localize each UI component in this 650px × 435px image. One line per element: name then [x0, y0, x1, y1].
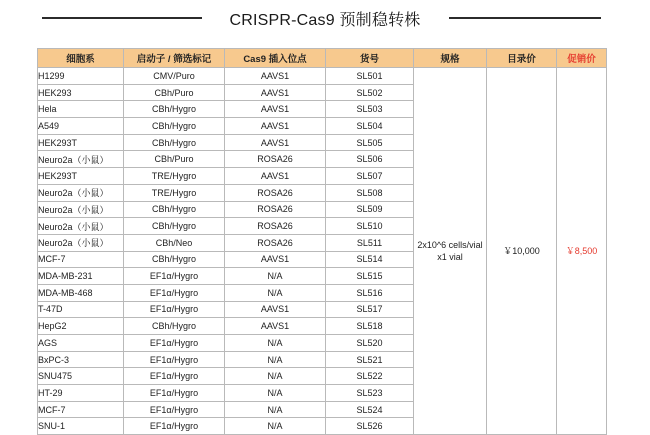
insertion-site: ROSA26 — [225, 218, 326, 235]
catalog-number: SL501 — [326, 68, 414, 85]
insertion-site: ROSA26 — [225, 201, 326, 218]
insertion-site: ROSA26 — [225, 184, 326, 201]
catalog-number: SL517 — [326, 301, 414, 318]
catalog-number: SL516 — [326, 284, 414, 301]
catalog-number: SL510 — [326, 218, 414, 235]
cell-line-name: HEK293 — [38, 84, 124, 101]
header-insertion-site: Cas9 插入位点 — [225, 49, 326, 68]
insertion-site: N/A — [225, 284, 326, 301]
spec-line-1: 2x10^6 cells/vial — [417, 240, 483, 251]
insertion-site: AAVS1 — [225, 251, 326, 268]
cell-line-name: H1299 — [38, 68, 124, 85]
catalog-number: SL506 — [326, 151, 414, 168]
spec-cell — [414, 68, 487, 435]
promoter-marker: EF1α/Hygro — [124, 418, 225, 435]
page-title: CRISPR-Cas9 预制稳转株 — [229, 12, 421, 29]
cell-line-name: Neuro2a（小鼠） — [38, 151, 124, 168]
catalog-number: SL521 — [326, 351, 414, 368]
promoter-marker: EF1α/Hygro — [124, 401, 225, 418]
catalog-number: SL520 — [326, 335, 414, 352]
promo-price-cell: ￥8,500 — [557, 68, 607, 435]
title-bar — [0, 0, 650, 36]
promoter-marker: CBh/Hygro — [124, 251, 225, 268]
promoter-marker: EF1α/Hygro — [124, 284, 225, 301]
catalog-number: SL523 — [326, 385, 414, 402]
cell-line-name: Hela — [38, 101, 124, 118]
cell-line-name: Neuro2a（小鼠） — [38, 234, 124, 251]
insertion-site: AAVS1 — [225, 84, 326, 101]
insertion-site: N/A — [225, 385, 326, 402]
insertion-site: N/A — [225, 335, 326, 352]
promoter-marker: CBh/Hygro — [124, 218, 225, 235]
promoter-marker: EF1α/Hygro — [124, 351, 225, 368]
header-catalog-no: 货号 — [326, 49, 414, 68]
cell-line-name: HepG2 — [38, 318, 124, 335]
table-row — [38, 68, 607, 85]
promoter-marker: TRE/Hygro — [124, 184, 225, 201]
table-body — [38, 68, 607, 435]
promoter-marker: CBh/Hygro — [124, 201, 225, 218]
promoter-marker: CBh/Hygro — [124, 101, 225, 118]
product-table — [37, 48, 607, 435]
insertion-site: N/A — [225, 268, 326, 285]
header-spec: 规格 — [414, 49, 487, 68]
catalog-number: SL526 — [326, 418, 414, 435]
cell-line-name: MDA-MB-231 — [38, 268, 124, 285]
promoter-marker: CBh/Puro — [124, 84, 225, 101]
catalog-number: SL504 — [326, 118, 414, 135]
cell-line-name: HEK293T — [38, 168, 124, 185]
catalog-number: SL515 — [326, 268, 414, 285]
cell-line-name: Neuro2a（小鼠） — [38, 184, 124, 201]
promoter-marker: CBh/Hygro — [124, 118, 225, 135]
header-list-price: 目录价 — [487, 49, 557, 68]
insertion-site: AAVS1 — [225, 168, 326, 185]
insertion-site: AAVS1 — [225, 118, 326, 135]
promoter-marker: EF1α/Hygro — [124, 301, 225, 318]
insertion-site: N/A — [225, 351, 326, 368]
cell-line-name: T-47D — [38, 301, 124, 318]
promoter-marker: EF1α/Hygro — [124, 385, 225, 402]
promoter-marker: TRE/Hygro — [124, 168, 225, 185]
table-header-row — [38, 49, 607, 68]
insertion-site: AAVS1 — [225, 134, 326, 151]
list-price-cell: ￥10,000 — [487, 68, 557, 435]
promoter-marker: EF1α/Hygro — [124, 335, 225, 352]
cell-line-name: HEK293T — [38, 134, 124, 151]
catalog-number: SL503 — [326, 101, 414, 118]
insertion-site: AAVS1 — [225, 68, 326, 85]
insertion-site: ROSA26 — [225, 234, 326, 251]
promoter-marker: EF1α/Hygro — [124, 268, 225, 285]
header-promo-price: 促销价 — [557, 49, 607, 68]
cell-line-name: SNU-1 — [38, 418, 124, 435]
header-promoter-marker: 启动子 / 筛选标记 — [124, 49, 225, 68]
catalog-number: SL505 — [326, 134, 414, 151]
insertion-site: ROSA26 — [225, 151, 326, 168]
catalog-number: SL524 — [326, 401, 414, 418]
promoter-marker: CBh/Hygro — [124, 134, 225, 151]
promoter-marker: EF1α/Hygro — [124, 368, 225, 385]
cell-line-name: MCF-7 — [38, 401, 124, 418]
spec-line-2: x1 vial — [437, 252, 463, 263]
title-rule-right — [449, 17, 601, 19]
cell-line-name: AGS — [38, 335, 124, 352]
cell-line-name: Neuro2a（小鼠） — [38, 201, 124, 218]
header-cell-line: 细胞系 — [38, 49, 124, 68]
promoter-marker: CMV/Puro — [124, 68, 225, 85]
catalog-number: SL511 — [326, 234, 414, 251]
catalog-number: SL518 — [326, 318, 414, 335]
catalog-number: SL514 — [326, 251, 414, 268]
cell-line-name: A549 — [38, 118, 124, 135]
cell-line-name: SNU475 — [38, 368, 124, 385]
cell-line-name: HT-29 — [38, 385, 124, 402]
catalog-number: SL508 — [326, 184, 414, 201]
cell-line-name: BxPC-3 — [38, 351, 124, 368]
catalog-number: SL509 — [326, 201, 414, 218]
insertion-site: AAVS1 — [225, 301, 326, 318]
insertion-site: AAVS1 — [225, 101, 326, 118]
cell-line-name: MDA-MB-468 — [38, 284, 124, 301]
insertion-site: AAVS1 — [225, 318, 326, 335]
insertion-site: N/A — [225, 418, 326, 435]
cell-line-name: Neuro2a（小鼠） — [38, 218, 124, 235]
promoter-marker: CBh/Puro — [124, 151, 225, 168]
catalog-number: SL507 — [326, 168, 414, 185]
promoter-marker: CBh/Hygro — [124, 318, 225, 335]
insertion-site: N/A — [225, 368, 326, 385]
cell-line-name: MCF-7 — [38, 251, 124, 268]
catalog-number: SL522 — [326, 368, 414, 385]
insertion-site: N/A — [225, 401, 326, 418]
promoter-marker: CBh/Neo — [124, 234, 225, 251]
catalog-number: SL502 — [326, 84, 414, 101]
